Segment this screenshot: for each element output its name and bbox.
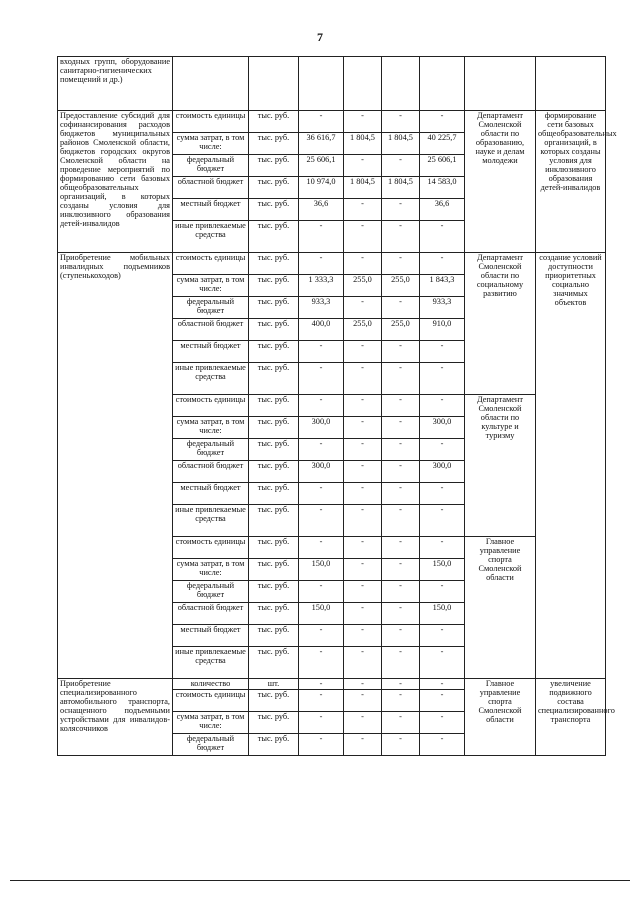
value-year3-cell: -: [382, 581, 420, 603]
value-year1-cell: -: [299, 111, 344, 133]
value-year1-cell: -: [299, 221, 344, 253]
value-total-cell: -: [420, 679, 465, 690]
value-total-cell: -: [420, 625, 465, 647]
value-year3-cell: -: [382, 559, 420, 581]
executor-cell: Департамент Смоленской области по образованию, науке и делам молодежи: [465, 111, 536, 253]
value-year1-cell: -: [299, 690, 344, 712]
value-year2-cell: -: [344, 155, 382, 177]
unit-cell: тыс. руб.: [249, 275, 299, 297]
executor-cell: Департамент Смоленской области по культуре и туризму: [465, 395, 536, 537]
indicator-cell: сумма затрат, в том числе:: [173, 559, 249, 581]
value-year2-cell: 255,0: [344, 275, 382, 297]
value-year3-cell: -: [382, 341, 420, 363]
value-year2-cell: -: [344, 439, 382, 461]
indicator-cell: местный бюджет: [173, 341, 249, 363]
indicator-cell: федеральный бюджет: [173, 297, 249, 319]
value-year3-cell: 255,0: [382, 275, 420, 297]
table-body: [58, 57, 617, 756]
value-year1-cell: 150,0: [299, 603, 344, 625]
unit-cell: тыс. руб.: [249, 253, 299, 275]
indicator-cell: областной бюджет: [173, 461, 249, 483]
unit-cell: тыс. руб.: [249, 559, 299, 581]
value-total-cell: 25 606,1: [420, 155, 465, 177]
value-year2-cell: -: [344, 625, 382, 647]
value-year2-cell: -: [344, 221, 382, 253]
value-total-cell: -: [420, 581, 465, 603]
value-year3-cell: -: [382, 417, 420, 439]
executor-cell: Департамент Смоленской области по социальному развитию: [465, 253, 536, 395]
value-year3-cell: -: [382, 253, 420, 275]
measure-name-cell: Приобретение мобильных инвалидных подъемников (ступенькоходов): [58, 253, 173, 679]
value-year1-cell: -: [299, 679, 344, 690]
value-year1-cell: -: [299, 734, 344, 756]
value-total-cell: -: [420, 395, 465, 417]
value-year3-cell: -: [382, 625, 420, 647]
indicator-cell: областной бюджет: [173, 319, 249, 341]
value-year2-cell: -: [344, 690, 382, 712]
value-year1-cell: 36,6: [299, 199, 344, 221]
value-year2-cell: -: [344, 647, 382, 679]
value-year2-cell: -: [344, 581, 382, 603]
value-total-cell: -: [420, 712, 465, 734]
expected-result-cell: создание условий доступности приоритетных социально значимых объектов: [536, 253, 606, 679]
value-total-cell: 300,0: [420, 461, 465, 483]
program-table: [57, 56, 617, 756]
value-year2-cell: -: [344, 111, 382, 133]
value-year2-cell: -: [344, 483, 382, 505]
empty-cell: [420, 57, 465, 111]
unit-cell: тыс. руб.: [249, 177, 299, 199]
executor-cell: Главное управление спорта Смоленской области: [465, 537, 536, 679]
value-year1-cell: -: [299, 341, 344, 363]
expected-result-cell: формирование сети базовых общеобразовательных организаций, в которых созданы условия для инклюзивного образования детей-инвалидов: [536, 111, 606, 253]
value-total-cell: -: [420, 111, 465, 133]
value-total-cell: -: [420, 253, 465, 275]
unit-cell: тыс. руб.: [249, 417, 299, 439]
indicator-cell: стоимость единицы: [173, 537, 249, 559]
empty-cell: [465, 57, 536, 111]
value-year2-cell: -: [344, 395, 382, 417]
unit-cell: тыс. руб.: [249, 439, 299, 461]
value-year1-cell: 25 606,1: [299, 155, 344, 177]
value-year2-cell: -: [344, 712, 382, 734]
value-year3-cell: -: [382, 679, 420, 690]
measure-name-cell: Предоставление субсидий для софинансирования расходов бюджетов муниципальных районов Смоленской области, бюджетов городских округов Смоленской области на проведение мероприятий по формированию сети базовых общеобразовательных организаций, в которых созданы условия для инклюзивного образования детей-инвалидов: [58, 111, 173, 253]
value-year1-cell: 1 333,3: [299, 275, 344, 297]
unit-cell: тыс. руб.: [249, 690, 299, 712]
value-year3-cell: 1 804,5: [382, 177, 420, 199]
table-row: [58, 111, 606, 133]
expected-result-cell: увеличение подвижного состава специализированного транспорта: [536, 679, 606, 756]
value-year3-cell: -: [382, 363, 420, 395]
value-year2-cell: -: [344, 505, 382, 537]
value-year3-cell: 1 804,5: [382, 133, 420, 155]
indicator-cell: областной бюджет: [173, 177, 249, 199]
value-year2-cell: 1 804,5: [344, 177, 382, 199]
value-year3-cell: -: [382, 111, 420, 133]
value-year1-cell: -: [299, 505, 344, 537]
value-total-cell: 910,0: [420, 319, 465, 341]
value-year2-cell: -: [344, 679, 382, 690]
value-total-cell: 36,6: [420, 199, 465, 221]
value-year1-cell: -: [299, 581, 344, 603]
unit-cell: тыс. руб.: [249, 603, 299, 625]
value-total-cell: -: [420, 647, 465, 679]
value-year1-cell: -: [299, 537, 344, 559]
unit-cell: тыс. руб.: [249, 712, 299, 734]
value-total-cell: -: [420, 734, 465, 756]
empty-cell: [299, 57, 344, 111]
unit-cell: тыс. руб.: [249, 734, 299, 756]
value-total-cell: -: [420, 439, 465, 461]
value-year1-cell: -: [299, 647, 344, 679]
indicator-cell: федеральный бюджет: [173, 155, 249, 177]
indicator-cell: местный бюджет: [173, 483, 249, 505]
value-year1-cell: -: [299, 363, 344, 395]
value-year1-cell: 400,0: [299, 319, 344, 341]
value-total-cell: 300,0: [420, 417, 465, 439]
intro-name-cell: входных групп, оборудование санитарно-гигиенических помещений и др.): [58, 57, 173, 111]
value-year2-cell: -: [344, 297, 382, 319]
value-total-cell: 150,0: [420, 559, 465, 581]
indicator-cell: местный бюджет: [173, 625, 249, 647]
empty-cell: [173, 57, 249, 111]
value-year1-cell: 300,0: [299, 461, 344, 483]
value-year2-cell: -: [344, 199, 382, 221]
value-year1-cell: 933,3: [299, 297, 344, 319]
unit-cell: тыс. руб.: [249, 111, 299, 133]
value-total-cell: 933,3: [420, 297, 465, 319]
value-year2-cell: 255,0: [344, 319, 382, 341]
value-total-cell: -: [420, 341, 465, 363]
value-year3-cell: -: [382, 712, 420, 734]
value-year2-cell: 1 804,5: [344, 133, 382, 155]
indicator-cell: иные привлекаемые средства: [173, 363, 249, 395]
value-year2-cell: -: [344, 537, 382, 559]
value-year2-cell: -: [344, 253, 382, 275]
indicator-cell: стоимость единицы: [173, 690, 249, 712]
value-year3-cell: -: [382, 439, 420, 461]
unit-cell: тыс. руб.: [249, 221, 299, 253]
indicator-cell: иные привлекаемые средства: [173, 647, 249, 679]
value-year2-cell: -: [344, 603, 382, 625]
indicator-cell: местный бюджет: [173, 199, 249, 221]
value-year3-cell: -: [382, 199, 420, 221]
unit-cell: тыс. руб.: [249, 133, 299, 155]
indicator-cell: сумма затрат, в том числе:: [173, 275, 249, 297]
footer-rule: [10, 880, 630, 881]
executor-cell: Главное управление спорта Смоленской области: [465, 679, 536, 756]
indicator-cell: сумма затрат, в том числе:: [173, 417, 249, 439]
value-year3-cell: -: [382, 603, 420, 625]
intro-row: [58, 57, 606, 111]
indicator-cell: количество: [173, 679, 249, 690]
unit-cell: тыс. руб.: [249, 461, 299, 483]
value-year1-cell: 10 974,0: [299, 177, 344, 199]
value-year2-cell: -: [344, 559, 382, 581]
indicator-cell: стоимость единицы: [173, 253, 249, 275]
measure-name-cell: Приобретение специализированного автомобильного транспорта, оснащенного подъемными устройствами для инвалидов-колясочников: [58, 679, 173, 756]
value-year2-cell: -: [344, 417, 382, 439]
value-year3-cell: -: [382, 505, 420, 537]
indicator-cell: стоимость единицы: [173, 395, 249, 417]
value-total-cell: 40 225,7: [420, 133, 465, 155]
value-year2-cell: -: [344, 461, 382, 483]
unit-cell: шт.: [249, 679, 299, 690]
unit-cell: тыс. руб.: [249, 199, 299, 221]
empty-cell: [382, 57, 420, 111]
value-total-cell: -: [420, 505, 465, 537]
unit-cell: тыс. руб.: [249, 297, 299, 319]
value-year3-cell: -: [382, 461, 420, 483]
value-total-cell: 150,0: [420, 603, 465, 625]
empty-cell: [344, 57, 382, 111]
unit-cell: тыс. руб.: [249, 625, 299, 647]
value-year1-cell: 150,0: [299, 559, 344, 581]
unit-cell: тыс. руб.: [249, 537, 299, 559]
unit-cell: тыс. руб.: [249, 395, 299, 417]
value-year3-cell: -: [382, 297, 420, 319]
value-year3-cell: 255,0: [382, 319, 420, 341]
indicator-cell: стоимость единицы: [173, 111, 249, 133]
indicator-cell: иные привлекаемые средства: [173, 505, 249, 537]
value-year3-cell: -: [382, 155, 420, 177]
table-row: [58, 253, 606, 275]
value-year1-cell: 36 616,7: [299, 133, 344, 155]
value-year1-cell: -: [299, 395, 344, 417]
indicator-cell: сумма затрат, в том числе:: [173, 133, 249, 155]
empty-cell: [536, 57, 606, 111]
indicator-cell: федеральный бюджет: [173, 439, 249, 461]
value-total-cell: -: [420, 483, 465, 505]
page-number: 7: [317, 30, 323, 44]
value-total-cell: -: [420, 221, 465, 253]
unit-cell: тыс. руб.: [249, 363, 299, 395]
value-year1-cell: 300,0: [299, 417, 344, 439]
indicator-cell: областной бюджет: [173, 603, 249, 625]
unit-cell: тыс. руб.: [249, 647, 299, 679]
value-year1-cell: -: [299, 712, 344, 734]
unit-cell: тыс. руб.: [249, 341, 299, 363]
indicator-cell: иные привлекаемые средства: [173, 221, 249, 253]
value-year1-cell: -: [299, 625, 344, 647]
value-year3-cell: -: [382, 395, 420, 417]
indicator-cell: федеральный бюджет: [173, 581, 249, 603]
value-year2-cell: -: [344, 734, 382, 756]
unit-cell: тыс. руб.: [249, 319, 299, 341]
value-year2-cell: -: [344, 341, 382, 363]
table-row: [58, 679, 606, 690]
value-year3-cell: -: [382, 483, 420, 505]
unit-cell: тыс. руб.: [249, 505, 299, 537]
indicator-cell: сумма затрат, в том числе:: [173, 712, 249, 734]
value-total-cell: -: [420, 537, 465, 559]
value-year2-cell: -: [344, 363, 382, 395]
value-total-cell: 1 843,3: [420, 275, 465, 297]
empty-cell: [249, 57, 299, 111]
value-year1-cell: -: [299, 483, 344, 505]
value-total-cell: 14 583,0: [420, 177, 465, 199]
value-year3-cell: -: [382, 221, 420, 253]
unit-cell: тыс. руб.: [249, 483, 299, 505]
value-year3-cell: -: [382, 734, 420, 756]
value-year3-cell: -: [382, 537, 420, 559]
value-year3-cell: -: [382, 690, 420, 712]
unit-cell: тыс. руб.: [249, 581, 299, 603]
unit-cell: тыс. руб.: [249, 155, 299, 177]
value-total-cell: -: [420, 363, 465, 395]
value-year3-cell: -: [382, 647, 420, 679]
value-total-cell: -: [420, 690, 465, 712]
indicator-cell: федеральный бюджет: [173, 734, 249, 756]
value-year1-cell: -: [299, 253, 344, 275]
value-year1-cell: -: [299, 439, 344, 461]
